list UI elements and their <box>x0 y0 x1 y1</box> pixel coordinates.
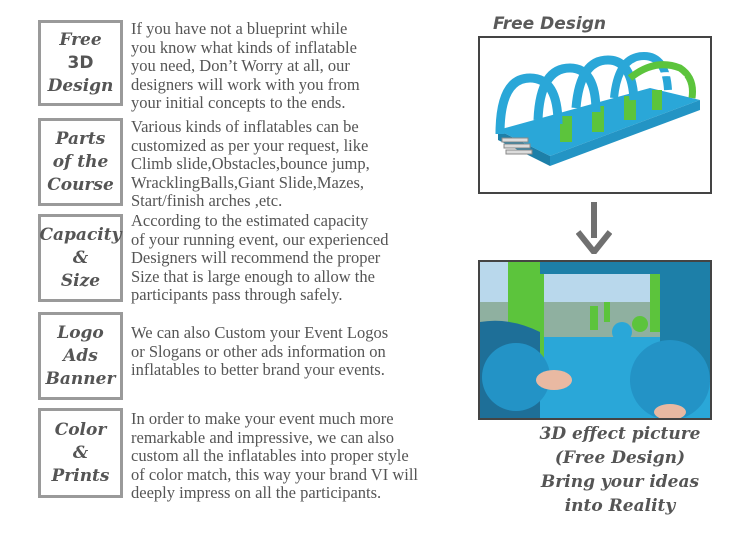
free-design-title: Free Design <box>493 14 606 34</box>
inflatable-design-image <box>478 36 712 194</box>
label-line: Size <box>60 270 101 291</box>
desc-free-3d-design <box>131 20 476 113</box>
label-line: Parts <box>55 128 106 149</box>
label-line: Course <box>47 174 114 195</box>
caption-line: into Reality <box>564 496 676 516</box>
desc-line: of color match, this way your brand VI will <box>131 464 419 484</box>
desc-line: custom all the inflatables into proper style <box>131 446 409 465</box>
label-line: 3D <box>67 52 94 73</box>
caption-line: (Free Design) <box>554 448 686 468</box>
inflatable-course-drawing <box>480 38 710 192</box>
label-line: Design <box>47 75 114 96</box>
desc-line: of your running event, our experienced <box>131 229 389 249</box>
label-line: Prints <box>51 465 110 486</box>
desc-line: remarkable and impressive, we can also <box>131 427 394 447</box>
desc-line: participants pass through safely. <box>131 285 343 304</box>
3d-effect-scene <box>480 262 710 418</box>
label-color-prints <box>38 408 123 498</box>
desc-line: According to the estimated capacity <box>131 211 369 230</box>
3d-effect-caption <box>520 422 720 518</box>
desc-line: In order to make your event much more <box>131 409 394 428</box>
desc-line: Various kinds of inflatables can be <box>131 117 359 136</box>
label-free-3d-design <box>38 20 123 106</box>
label-line: Banner <box>45 368 116 389</box>
desc-color-prints <box>131 410 476 503</box>
desc-line: your initial concepts to the ends. <box>131 93 346 112</box>
arrow-down-icon <box>576 202 612 254</box>
desc-line: Designers will recommend the proper <box>131 248 381 267</box>
caption-line: 3D effect picture <box>539 424 701 444</box>
desc-line: inflatables to better brand your events. <box>131 360 385 379</box>
label-line: Free <box>59 29 102 50</box>
label-capacity-size <box>38 214 123 302</box>
desc-line: customized as per your request, like <box>131 135 369 155</box>
label-line: & <box>72 442 89 463</box>
label-line: Capacity <box>39 224 122 245</box>
desc-line: Climb slide,Obstacles,bounce jump, <box>131 154 370 173</box>
desc-line: you need, Don’t Worry at all, our <box>131 56 350 75</box>
desc-line: Size that is large enough to allow the <box>131 266 375 286</box>
label-line: & <box>72 247 89 268</box>
desc-line: WracklingBalls,Giant Slide,Mazes, <box>131 172 365 192</box>
desc-line: designers will work with you from <box>131 74 360 94</box>
label-parts-of-course <box>38 118 123 206</box>
3d-effect-image <box>478 260 712 420</box>
desc-capacity-size <box>131 212 476 305</box>
label-line: of the <box>52 151 109 172</box>
desc-line: or Slogans or other ads information on <box>131 341 386 361</box>
desc-line: We can also Custom your Event Logos <box>131 323 389 342</box>
label-logo-ads-banner <box>38 312 123 400</box>
desc-line: If you have not a blueprint while <box>131 19 348 38</box>
label-line: Ads <box>63 345 98 366</box>
desc-line: you know what kinds of inflatable <box>131 37 357 57</box>
label-line: Color <box>54 419 107 440</box>
desc-line: Start/finish arches ,etc. <box>131 191 283 210</box>
desc-line: deeply impress on all the participants. <box>131 483 382 502</box>
desc-logo-ads-banner <box>131 324 476 380</box>
caption-line: Bring your ideas <box>540 472 700 492</box>
label-line: Logo <box>57 322 104 343</box>
desc-parts-of-course <box>131 118 476 211</box>
